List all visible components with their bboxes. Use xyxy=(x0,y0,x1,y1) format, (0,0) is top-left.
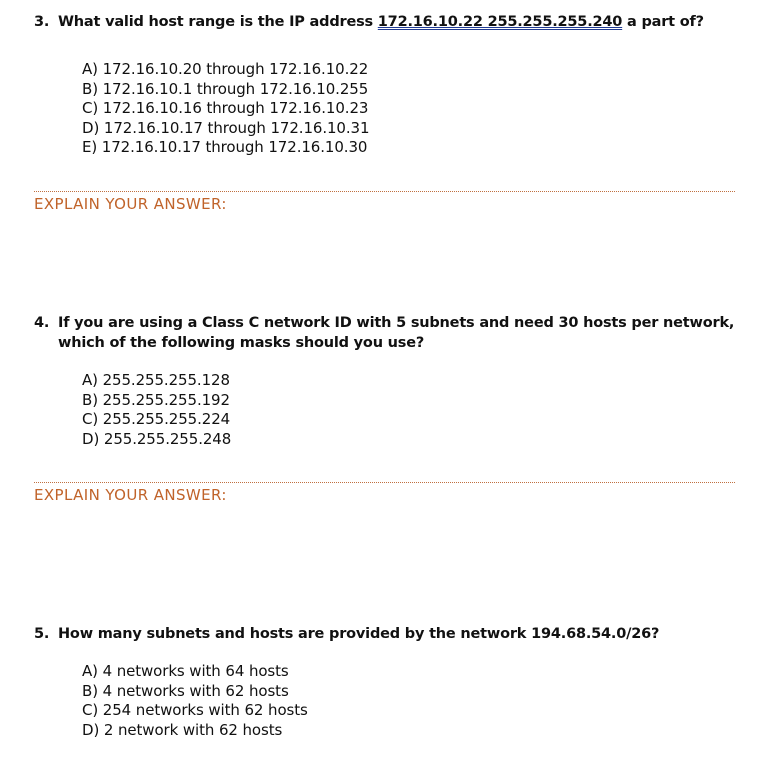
question-3-option-b: B) 172.16.10.1 through 172.16.10.255 xyxy=(82,79,369,98)
question-3-option-c: C) 172.16.10.16 through 172.16.10.23 xyxy=(82,99,369,118)
question-4-option-c: C) 255.255.255.224 xyxy=(82,410,231,429)
question-3-number: 3. xyxy=(34,14,50,30)
question-5-option-b: B) 4 networks with 62 hosts xyxy=(82,681,289,700)
question-5 xyxy=(34,624,751,644)
question-5-option-d: D) 2 network with 62 hosts xyxy=(82,720,283,739)
question-3-ip-address: 172.16.10.22 255.255.255.240 xyxy=(377,14,623,30)
question-3-prompt xyxy=(34,12,751,32)
question-5-options xyxy=(82,662,308,740)
question-4-number: 4. xyxy=(34,315,50,331)
question-5-option-c: C) 254 networks with 62 hosts xyxy=(82,701,308,720)
question-4-divider xyxy=(34,482,735,483)
question-4-text-line1: If you are using a Class C network ID with 5 subnets and need 30 hosts per network, xyxy=(58,315,735,331)
question-4-option-a: A) 255.255.255.128 xyxy=(82,371,230,389)
question-3-option-d: D) 172.16.10.17 through 172.16.10.31 xyxy=(82,118,370,137)
question-3-option-e: E) 172.16.10.17 through 172.16.10.30 xyxy=(82,138,368,157)
question-3 xyxy=(34,12,751,32)
question-4-option-d: D) 255.255.255.248 xyxy=(82,429,232,448)
question-3-options xyxy=(82,60,369,158)
question-5-number: 5. xyxy=(34,626,50,642)
question-4-prompt xyxy=(34,313,751,353)
question-3-text xyxy=(58,12,751,32)
question-3-text-before: What valid host range is the IP address xyxy=(58,14,378,30)
question-5-prompt xyxy=(34,624,751,644)
question-3-explain-label: EXPLAIN YOUR ANSWER: xyxy=(34,195,227,213)
question-5-option-a: A) 4 networks with 64 hosts xyxy=(82,662,289,680)
question-4 xyxy=(34,313,751,353)
question-4-options xyxy=(82,371,231,449)
question-4-explain-label: EXPLAIN YOUR ANSWER: xyxy=(34,486,227,504)
question-4-text-line2: which of the following masks should you use? xyxy=(58,335,425,351)
question-3-option-a: A) 172.16.10.20 through 172.16.10.22 xyxy=(82,60,369,78)
question-3-text-after: a part of? xyxy=(622,14,704,30)
question-3-divider xyxy=(34,191,735,192)
question-5-text: How many subnets and hosts are provided by the network 194.68.54.0/26? xyxy=(58,626,660,642)
question-4-text xyxy=(58,313,751,353)
question-4-option-b: B) 255.255.255.192 xyxy=(82,390,230,409)
